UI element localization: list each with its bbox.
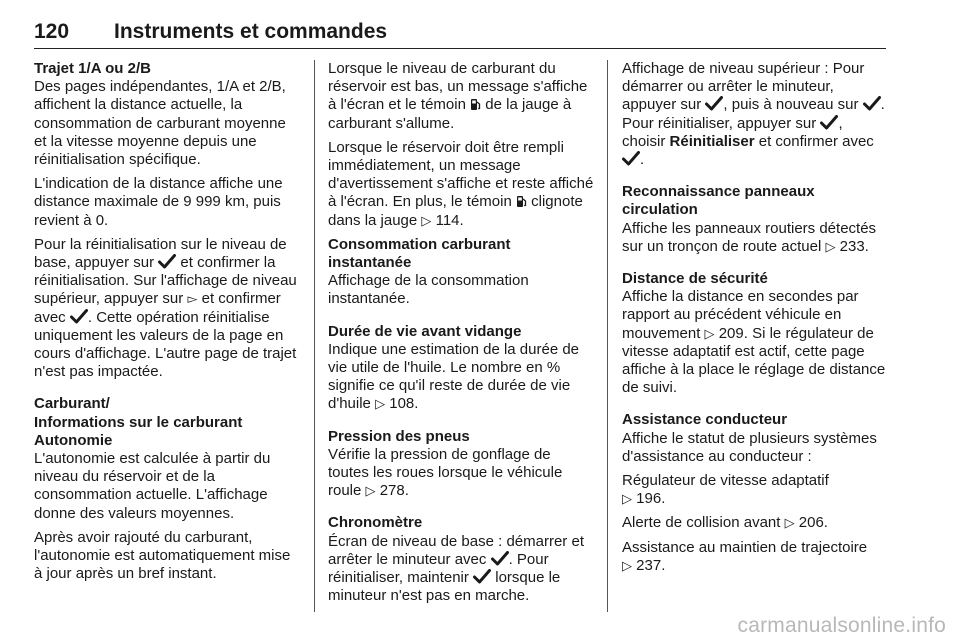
paragraph: Affichage de la consommation instantanée.: [328, 272, 529, 308]
page-header: [34, 14, 886, 49]
paragraph: Écran de niveau de base : démarrer et arrêter le minuteur avec . Pour réinitialiser, maintenir lorsque le minuteur n'est pas en marche.: [328, 532, 584, 605]
paragraph: Indique une estimation de la durée de vie utile de l'huile. Le nombre en % signifie ce qu'il reste de durée de vie d'huile ▷ 108.: [328, 340, 580, 413]
page-reference-arrow-icon: ▷: [784, 515, 795, 531]
page-reference[interactable]: 114.: [435, 211, 464, 229]
page-reference-arrow-icon: ▷: [622, 557, 632, 573]
section-heading: Reconnaissance panneaux: [622, 183, 815, 201]
page-reference-arrow-icon: ▷: [704, 325, 715, 341]
paragraph: Affiche les panneaux routiers détectés sur un tronçon de route actuel ▷ 233.: [622, 219, 877, 255]
section-heading: circulation: [622, 201, 698, 219]
paragraph: Lorsque le réservoir doit être rempli immédiatement, un message d'avertissement s'affiche et reste affiché à l'écran. En plus, le témoin clignote dans la jauge ▷ 114.: [328, 138, 594, 229]
section-heading: Consommation carburant: [328, 235, 511, 253]
checkmark-icon: [473, 569, 491, 584]
section-heading: Durée de vie avant vidange: [328, 322, 522, 340]
column-1: [34, 60, 300, 589]
paragraph: Affiche la distance en secondes par rapport au précédent véhicule en mouvement ▷ 209. Si le régulateur de vitesse adaptatif est actif, cette page affiche à la place le réglage de distance de suivi.: [622, 288, 886, 397]
triangle-right-icon: ▻: [187, 291, 198, 307]
paragraph: L'indication de la distance affiche une distance maximale de 9 999 km, puis revient à 0.: [34, 175, 283, 229]
section-heading: Assistance conducteur: [622, 411, 788, 429]
checkmark-icon: [70, 309, 88, 324]
paragraph: Après avoir rajouté du carburant, l'autonomie est automatiquement mise à jour après un bref instant.: [34, 528, 291, 583]
page-reference[interactable]: 108.: [389, 395, 419, 413]
section-heading: instantanée: [328, 254, 412, 272]
section-heading: Trajet 1/A ou 2/B: [34, 60, 151, 77]
column-divider: [607, 60, 608, 612]
page-reference[interactable]: 278.: [379, 482, 409, 500]
watermark: carmanualsonline.info: [737, 614, 946, 637]
section-heading: Carburant/: [34, 395, 110, 413]
section-heading: Informations sur le carburant: [34, 413, 243, 431]
page-reference[interactable]: 209.: [718, 324, 748, 342]
paragraph: Affiche le statut de plusieurs systèmes d'assistance au conducteur :: [622, 429, 877, 465]
page-reference-arrow-icon: ▷: [375, 396, 386, 412]
page-reference[interactable]: 206.: [798, 514, 828, 532]
checkmark-icon: [863, 96, 881, 111]
page-reference-arrow-icon: ▷: [622, 491, 632, 507]
page-number: 120: [34, 20, 70, 43]
page-reference[interactable]: 233.: [839, 237, 869, 255]
paragraph: Des pages indépendantes, 1/A et 2/B, affichent la distance actuelle, la consommation de carburant moyenne et la vitesse moyenne depuis une réinitialisation spécifique.: [34, 78, 286, 169]
column-3: [622, 60, 888, 581]
menu-option-label: Réinitialiser: [669, 132, 755, 150]
section-heading: Chronomètre: [328, 514, 423, 532]
checkmark-icon: [705, 96, 723, 111]
paragraph: Régulateur de vitesse adaptatif ▷ 196.: [622, 472, 829, 508]
column-2: [328, 60, 594, 611]
paragraph: Vérifie la pression de gonflage de toutes les roues lorsque le véhicule roule ▷ 278.: [328, 445, 563, 500]
page-reference[interactable]: 196.: [636, 490, 666, 508]
paragraph: Lorsque le niveau de carburant du réservoir est bas, un message s'affiche à l'écran et le témoin de la jauge à carburant s'allume.: [328, 60, 588, 132]
fuel-pump-icon: [470, 98, 481, 111]
checkmark-icon: [491, 551, 509, 566]
paragraph: Pour la réinitialisation sur le niveau de base, appuyer sur et confirmer la réinitialisation. Sur l'affichage de niveau supérieur, appuyer sur ▻ et confirmer avec . Cette opération réinitialise uniquement les valeurs de la page en cours d'affichage. L'autre page de trajet n'est pas impactée.: [34, 235, 297, 381]
column-divider: [314, 60, 315, 612]
paragraph: L'autonomie est calculée à partir du niveau du réservoir et de la consommation actuelle. L'affichage donne des valeurs moyennes.: [34, 450, 271, 522]
checkmark-icon: [820, 115, 838, 130]
checkmark-icon: [622, 151, 640, 166]
section-heading: Pression des pneus: [328, 427, 470, 445]
paragraph: Affichage de niveau supérieur : Pour démarrer ou arrêter le minuteur, appuyer sur , puis à nouveau sur . Pour réinitialiser, appuyer sur , choisir Réinitialiser et confirmer avec .: [622, 60, 885, 169]
page-reference-arrow-icon: ▷: [825, 238, 836, 254]
page-reference-arrow-icon: ▷: [421, 212, 432, 228]
fuel-pump-icon: [516, 195, 527, 208]
paragraph: Assistance au maintien de trajectoire ▷ 237.: [622, 538, 868, 574]
paragraph: Alerte de collision avant ▷ 206.: [622, 514, 828, 532]
checkmark-icon: [158, 254, 176, 269]
subsection-heading: Autonomie: [34, 431, 113, 449]
page-reference-arrow-icon: ▷: [365, 483, 376, 499]
page-title: Instruments et commandes: [114, 20, 388, 43]
page-reference[interactable]: 237.: [636, 556, 666, 574]
section-heading: Distance de sécurité: [622, 270, 768, 288]
